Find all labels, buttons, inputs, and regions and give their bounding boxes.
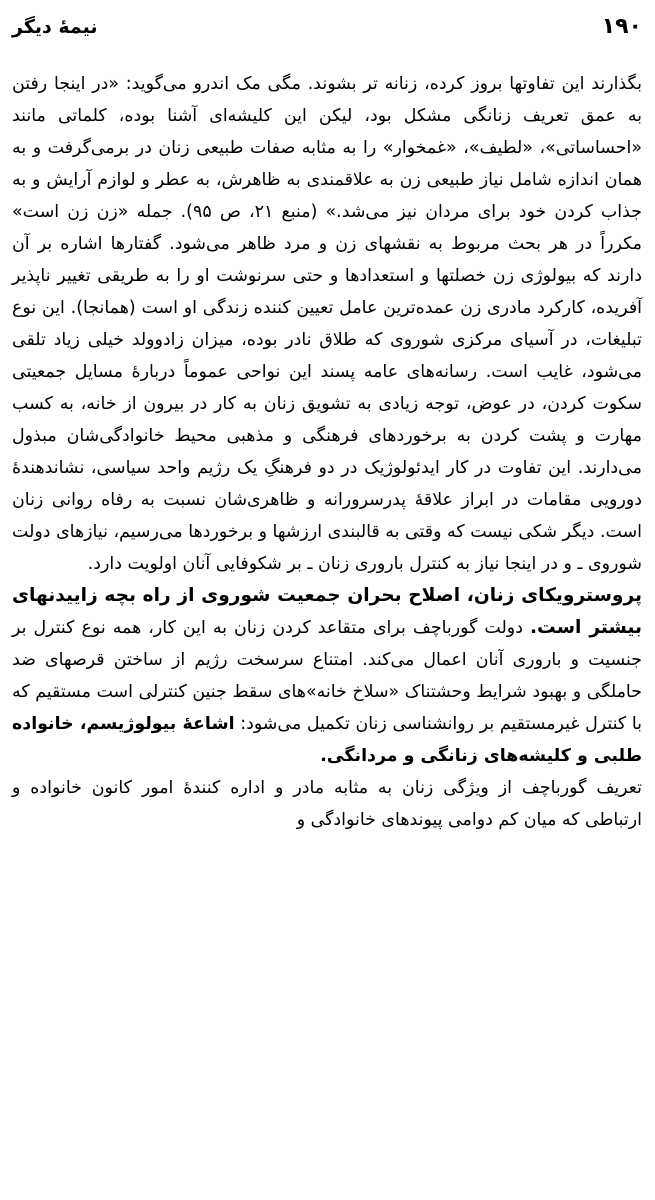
page-number: ۱۹۰ — [601, 14, 642, 39]
page-header — [12, 14, 642, 68]
paragraph-2-emphasis: اشاعهٔ بیولوژیسم، خانواده طلبی و کلیشه‌های زنانگی و مردانگی. — [12, 714, 642, 766]
paragraph-1: بگذارند این تفاوتها بروز کرده، زنانه تر بشوند. مگی مک اندرو می‌گوید: «در اینجا رفتن به عمق تعریف زنانگی مشکل بود، لیکن این کلیشه‌ای آشنا بوده، کلماتی مانند «احساساتی»، «لطیف»، «غمخوار» را به مثابه صفات طبیعی زنان در برمی‌گرفت و به همان اندازه شامل نیاز طبیعی زن به علاقمندی به ظاهرش، به عطر و لوازم آرایش و به جذاب کردن خود برای مردان نیز می‌شد.» (منبع ۲۱، ص ۹۵). جمله «زن زن است» مکرراً در هر بحث مربوط به نقشهای زن و مرد ظاهر می‌شود. گفتارها اشاره بر آن دارند که بیولوژی زن خصلتها و استعدادها و حتی سرنوشت او را به طریقی تغییر ناپذیر آفریده، کارکرد مادری زن عمده‌ترین عامل تعیین کننده زندگی او است (همانجا). این نوع تبلیغات، در آسیای مرکزی شوروی که طلاق نادر بوده، میزان زادوولد خیلی زیاد تلقی می‌شود، غایب است. رسانه‌های عامه پسند این نواحی عموماً دربارهٔ مسایل جمعیتی سکوت کردن، در عوض، توجه زیادی به تشویق زنان به کار در بیرون از خانه، به کسب مهارت و پشت کردن به برخوردهای فرهنگی و مذهبی محیط خانوادگی‌شان مبذول می‌دارند. این تفاوت در کار ایدئولوژیک در دو فرهنگِ یک رژیم واحد سیاسی، نشاندهندهٔ دورویی مقامات در ابراز علاقهٔ پدرسرورانه و ظاهری‌شان نسبت به رفاه روانی زنان است. دیگر شکی نیست که وقتی به قالبندی ارزشها و برخوردها می‌رسیم، نیازهای دولت شوروی ـ و در اینجا نیاز به کنترل باروری زنان ـ بر شکوفایی آنان اولویت دارد. — [12, 74, 642, 574]
book-page — [12, 14, 642, 1184]
paragraph-2 — [12, 580, 642, 772]
paragraph-3: تعریف گورباچف از ویژگی زنان به مثابه مادر و اداره کنندهٔ امور کانون خانواده و ارتباطی که میان کم دوامی پیوندهای خانوادگی و — [12, 778, 642, 830]
body-text — [12, 68, 642, 836]
paragraph-2-main: دولت گورباچف برای متقاعد کردن زنان به این کار، همه نوع کنترل بر جنسیت و باروری آنان اعمال می‌کند. امتناع سرسخت رژیم از ساختن قرصهای ضد حاملگی و بهبود شرایط وحشتناک «سلاخ خانه»‌های سقط جنین کنترلی است مستقیم که با کنترل غیرمستقیم بر روانشناسی زنان تکمیل می‌شود: — [12, 618, 642, 734]
section-heading: پروسترویکای زنان، اصلاح بحران جمعیت شوروی از راه بچه زاییدنهای بیشتر است. — [12, 585, 642, 638]
running-title: نیمهٔ دیگر — [12, 16, 98, 38]
